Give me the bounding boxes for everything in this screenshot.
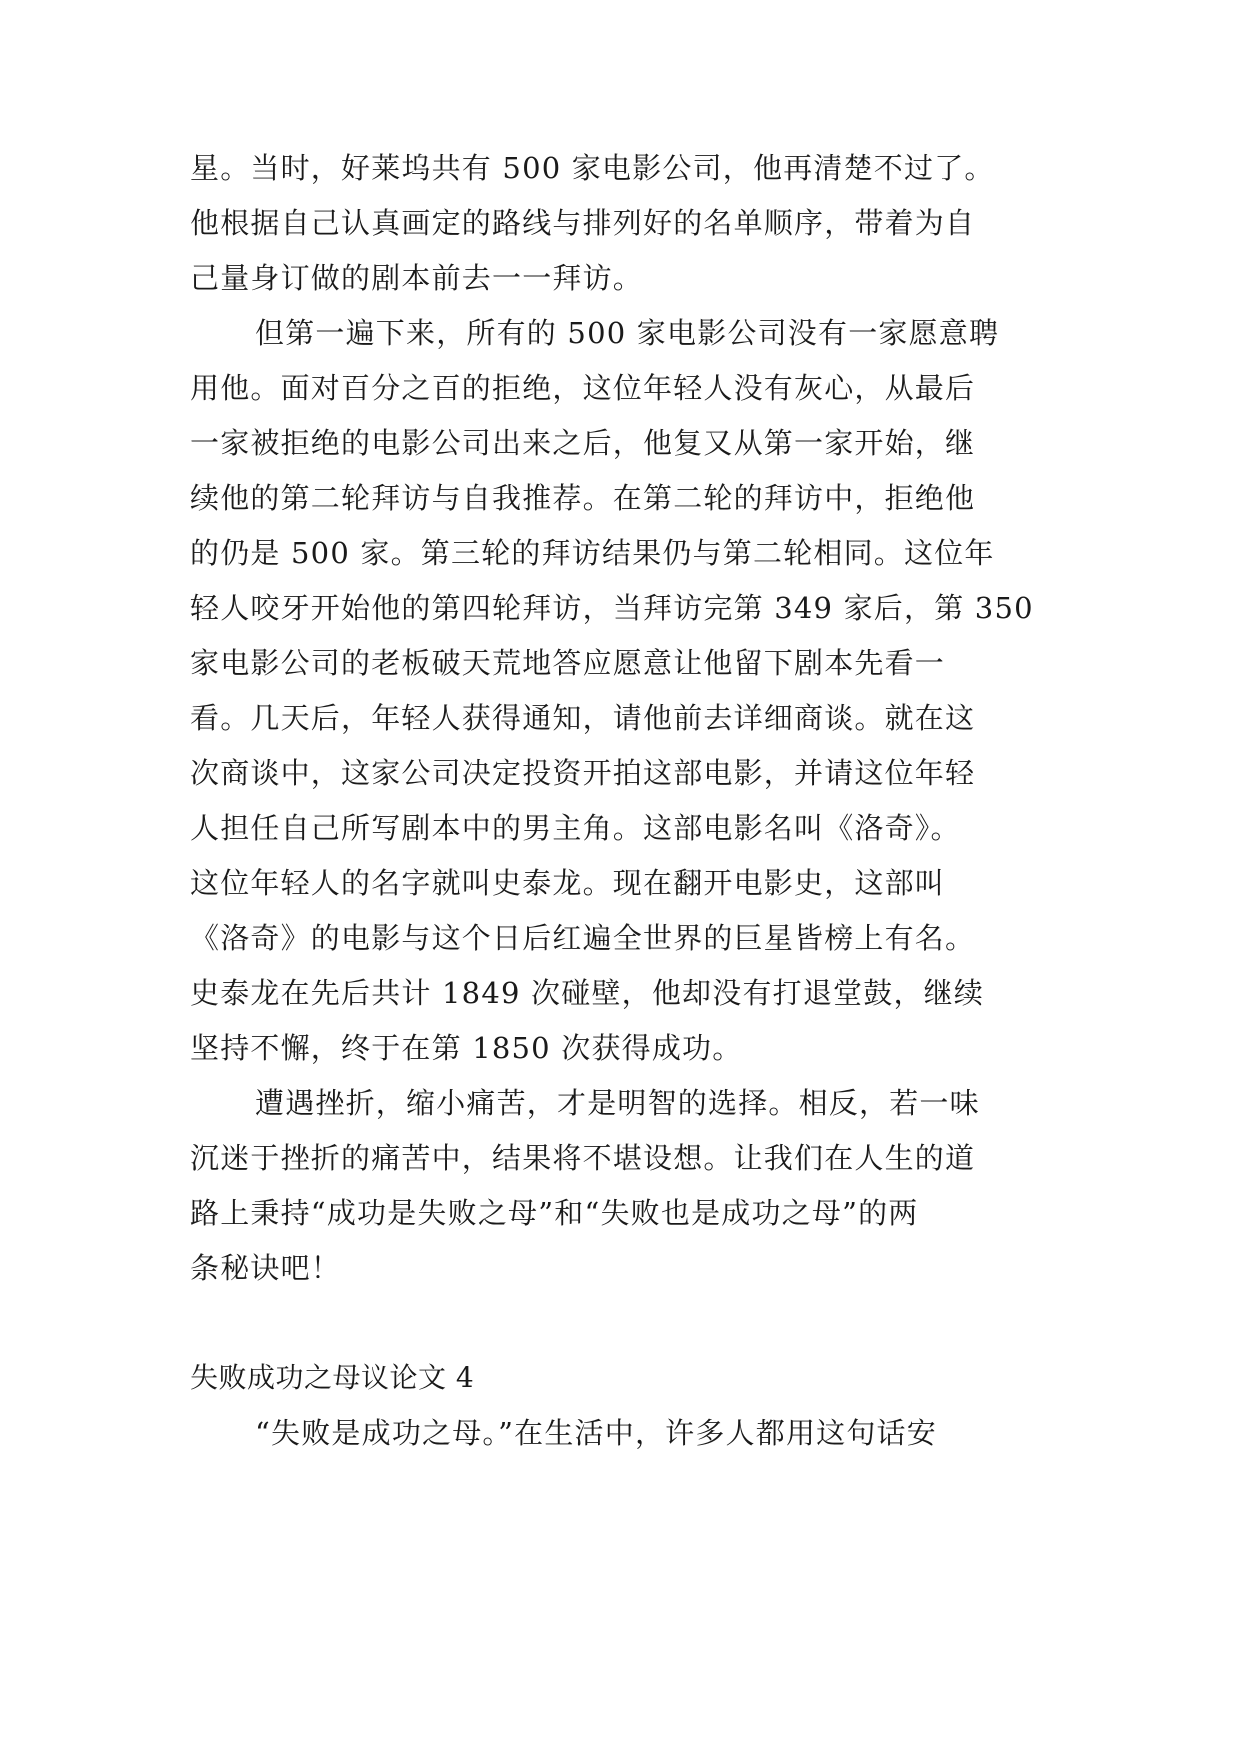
paragraph-line: “失败是成功之母。”在生活中，许多人都用这句话安 <box>255 1416 937 1450</box>
paragraph-line: 家电影公司的老板破天荒地答应愿意让他留下剧本先看一 <box>190 646 946 680</box>
paragraph-line: 续他的第二轮拜访与自我推荐。在第二轮的拜访中，拒绝他 <box>190 481 976 515</box>
paragraph-line: 轻人咬牙开始他的第四轮拜访，当拜访完第 349 家后，第 350 <box>190 591 1034 625</box>
paragraph-line: 路上秉持“成功是失败之母”和“失败也是成功之母”的两 <box>190 1196 919 1230</box>
paragraph-line: 这位年轻人的名字就叫史泰龙。现在翻开电影史，这部叫 <box>190 866 946 900</box>
paragraph-line: 《洛奇》的电影与这个日后红遍全世界的巨星皆榜上有名。 <box>190 921 976 955</box>
paragraph-line: 看。几天后，年轻人获得通知，请他前去详细商谈。就在这 <box>190 701 976 735</box>
paragraph-line: 一家被拒绝的电影公司出来之后，他复又从第一家开始，继 <box>190 426 976 460</box>
paragraph-line: 遭遇挫折，缩小痛苦，才是明智的选择。相反，若一味 <box>255 1086 980 1120</box>
paragraph-line: 沉迷于挫折的痛苦中，结果将不堪设想。让我们在人生的道 <box>190 1141 976 1175</box>
paragraph-line: 他根据自己认真画定的路线与排列好的名单顺序，带着为自 <box>190 206 976 240</box>
paragraph-line: 用他。面对百分之百的拒绝，这位年轻人没有灰心，从最后 <box>190 371 976 405</box>
paragraph-line: 己量身订做的剧本前去一一拜访。 <box>190 261 644 295</box>
paragraph-line: 史泰龙在先后共计 1849 次碰壁，他却没有打退堂鼓，继续 <box>190 976 985 1010</box>
paragraph-line: 次商谈中，这家公司决定投资开拍这部电影，并请这位年轻 <box>190 756 976 790</box>
paragraph-line: 条秘诀吧！ <box>190 1251 342 1285</box>
paragraph-line: 人担任自己所写剧本中的男主角。这部电影名叫《洛奇》。 <box>190 811 961 845</box>
section-heading: 失败成功之母议论文 4 <box>190 1361 475 1394</box>
paragraph-line: 坚持不懈，终于在第 1850 次获得成功。 <box>190 1031 743 1065</box>
paragraph-line: 星。当时，好莱坞共有 500 家电影公司，他再清楚不过了。 <box>190 151 995 185</box>
paragraph-line: 但第一遍下来，所有的 500 家电影公司没有一家愿意聘 <box>255 316 1000 350</box>
paragraph-line: 的仍是 500 家。第三轮的拜访结果仍与第二轮相同。这位年 <box>190 536 995 570</box>
